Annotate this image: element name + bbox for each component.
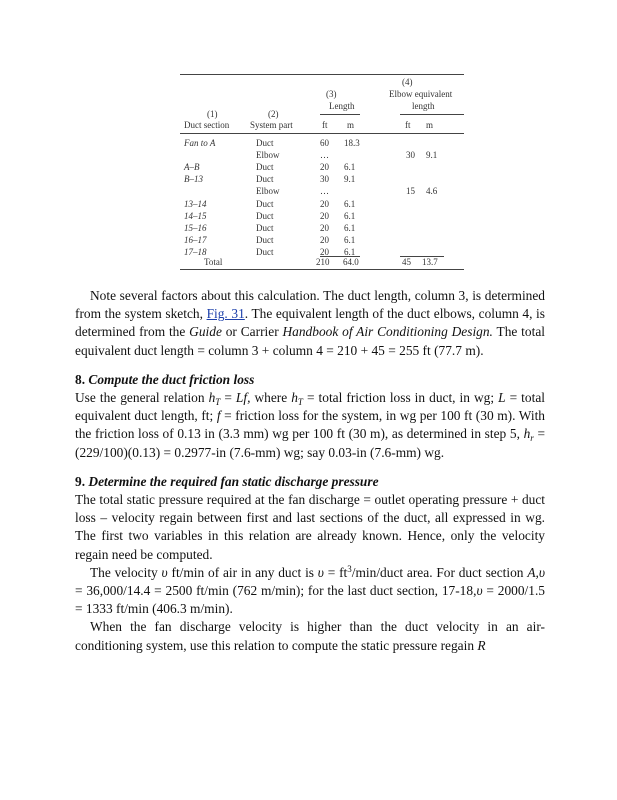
figure-31-link[interactable]: Fig. 31: [206, 306, 245, 322]
col3-number: (3): [326, 89, 337, 99]
row-section: 13–14: [184, 199, 207, 209]
row-section: A–B: [184, 162, 200, 172]
table-top-rule: [180, 74, 464, 75]
total-elbow-ft: 45: [402, 257, 411, 267]
row-section: Fan to A: [184, 138, 216, 148]
total-ft: 210: [316, 257, 330, 267]
step-9-paragraph-2: The velocity υ ft/min of air in any duct is $\upsilon = ft^3/\min$/duct area. For duct section A,υ = 36,000/14.4 = 2500 ft/min (762 m/min); for the last duct section, 17-18,υ = 2000/1.5 = 1333 ft/min (406.3 m/min).: [75, 563, 545, 617]
row-length-ft: 20: [320, 199, 329, 209]
row-elbow-ft: 30: [406, 150, 415, 160]
total-m: 64.0: [343, 257, 359, 267]
paragraph-calculation-notes: Note several factors about this calculation. The duct length, column 3, is determined from the system sketch, Fig. 31. The equivalent length of the duct elbows, column 4, is determined from the Guide or Carrier Handbook of Air Conditioning Design. The total equivalent duct length = column 3 + column 4 = 210 + 45 = 255 ft (77.7 m).: [75, 288, 545, 358]
row-length-ft: …: [320, 186, 329, 196]
row-length-m: 6.1: [344, 235, 356, 245]
row-length-ft: 30: [320, 174, 329, 184]
row-part: Elbow: [256, 186, 280, 196]
row-part: Elbow: [256, 150, 280, 160]
col4-group-rule: [400, 114, 464, 115]
col3-unit-ft: ft: [322, 120, 328, 130]
step-9-paragraph-1: The total static pressure required at the fan discharge = outlet operating pressure + duct loss – velocity regain between first and last sections of the duct, all expressed in wg. The first two variables in this relation are already known. Hence, only the velocity regain need be computed.: [75, 492, 545, 562]
col3-unit-m: m: [347, 120, 355, 130]
row-section: 15–16: [184, 223, 207, 233]
table-header-rule: [180, 133, 464, 134]
total-label: Total: [204, 257, 223, 267]
row-length-ft: 20: [320, 162, 329, 172]
col4-unit-m: m: [426, 120, 434, 130]
col3-group-rule: [320, 114, 360, 115]
step-9-heading: 9. Determine the required fan static discharge pressure: [75, 473, 379, 489]
col4-label-1: Elbow equivalent: [389, 89, 453, 99]
col2-label: System part: [250, 120, 293, 130]
step-8-paragraph: Use the general relation $h_T = Lf$, where $h_T$ = total friction loss in duct, in wg; L = total equivalent duct length, ft; f = friction loss for the system, in wg per 100 ft (30 m). With the friction loss of 0.13 in (3.3 mm) wg per 100 ft (30 m), as determined in step 5, $h_r = (229/100)(0.13) = 0.2977-in$ (7.6-mm) wg; say 0.03-in (7.6-mm) wg.: [75, 390, 545, 460]
body-text: [75, 287, 545, 655]
col1-label: Duct section: [184, 120, 230, 130]
row-length-ft: 20: [320, 223, 329, 233]
col2-number: (2): [268, 109, 279, 119]
row-length-m: 6.1: [344, 223, 356, 233]
row-part: Duct: [256, 162, 274, 172]
row-length-ft: 20: [320, 211, 329, 221]
col4-unit-ft: ft: [405, 120, 411, 130]
col4-label-2: length: [412, 101, 435, 111]
table-bottom-rule: [180, 269, 464, 270]
row-part: Duct: [256, 235, 274, 245]
row-elbow-m: 9.1: [426, 150, 438, 160]
row-length-m: 9.1: [344, 174, 356, 184]
row-part: Duct: [256, 174, 274, 184]
row-section: 17–18: [184, 247, 207, 257]
col1-number: (1): [207, 109, 218, 119]
row-part: Duct: [256, 199, 274, 209]
row-length-ft: 20: [320, 235, 329, 245]
row-length-ft: …: [320, 150, 329, 160]
row-length-m: 6.1: [344, 211, 356, 221]
col3-label: Length: [329, 101, 355, 111]
step-8-heading: 8. Compute the duct friction loss: [75, 371, 255, 387]
total-elbow-m: 13.7: [422, 257, 438, 267]
row-section: 16–17: [184, 235, 207, 245]
col4-number: (4): [402, 77, 413, 87]
row-part: Duct: [256, 247, 274, 257]
row-elbow-m: 4.6: [426, 186, 438, 196]
row-length-ft: 60: [320, 138, 329, 148]
row-section: 14–15: [184, 211, 207, 221]
row-elbow-ft: 15: [406, 186, 415, 196]
row-length-m: 18.3: [344, 138, 360, 148]
row-length-m: 6.1: [344, 162, 356, 172]
step-9-paragraph-3: When the fan discharge velocity is higher than the duct velocity in an air-conditioning system, use this relation to compute the static pressure regain R: [75, 619, 545, 653]
row-length-m: 6.1: [344, 247, 356, 257]
row-part: Duct: [256, 223, 274, 233]
row-section: B–13: [184, 174, 203, 184]
row-part: Duct: [256, 138, 274, 148]
row-length-ft: 20: [320, 247, 329, 257]
row-length-m: 6.1: [344, 199, 356, 209]
row-part: Duct: [256, 211, 274, 221]
